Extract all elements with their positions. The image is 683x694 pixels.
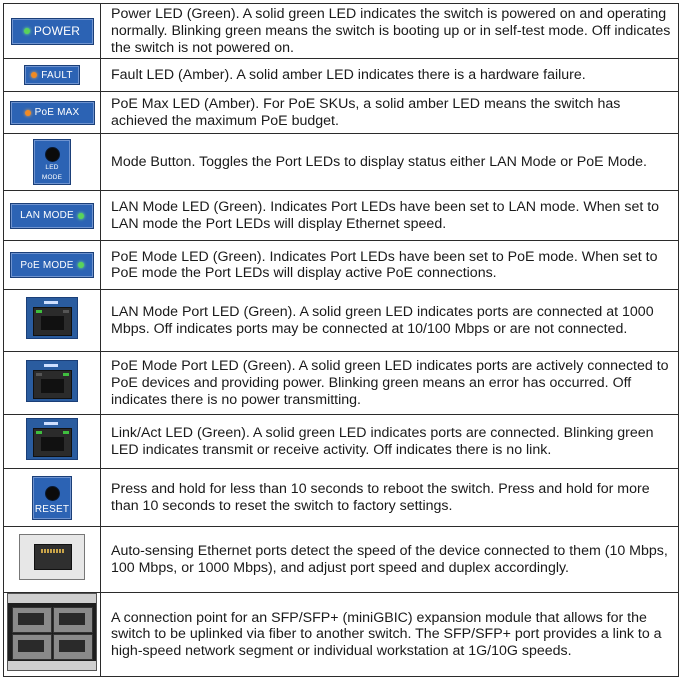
amber-led-icon <box>31 72 37 78</box>
table-row <box>4 59 679 92</box>
badge-label: RESET <box>34 503 70 515</box>
badge-label: PoE MAX <box>34 107 80 119</box>
badge-label-line1: LED <box>45 163 59 171</box>
icon-cell <box>4 92 101 134</box>
table-row <box>4 290 679 352</box>
green-led-icon <box>24 28 30 34</box>
icon-cell <box>4 469 101 527</box>
table-row <box>4 593 679 677</box>
reset-button-icon <box>46 487 59 500</box>
sfp-port-icon <box>7 593 97 671</box>
description-text: LAN Mode Port LED (Green). A solid green LED indicates ports are connected at 1000 Mbps. Off indicates ports may be connected at 10/100 Mbps or are not connected. <box>101 290 679 352</box>
description-text: LAN Mode LED (Green). Indicates Port LEDs have been set to LAN mode. When set to LAN mode the Port LEDs will display Ethernet speed. <box>101 191 679 241</box>
table-row <box>4 134 679 191</box>
description-text: Mode Button. Toggles the Port LEDs to display status either LAN Mode or PoE Mode. <box>101 134 679 191</box>
badge-label-line2: MODE <box>41 173 63 181</box>
description-text: PoE Mode Port LED (Green). A solid green LED indicates ports are actively connected to PoE devices and providing power. Blinking green means an error has occurred. Off indicates there is no power transmitting. <box>101 352 679 415</box>
icon-cell <box>4 415 101 469</box>
poe-max-led-badge <box>10 101 95 125</box>
port-led-icon <box>26 360 78 402</box>
description-text: Press and hold for less than 10 seconds to reboot the switch. Press and hold for more than 10 seconds to reset the switch to factory settings. <box>101 469 679 527</box>
badge-label: LAN MODE <box>20 210 74 222</box>
badge-label: FAULT <box>41 69 73 81</box>
badge-label: POWER <box>33 24 81 39</box>
lan-mode-led-badge <box>10 203 94 229</box>
icon-cell <box>4 290 101 352</box>
power-led-badge <box>11 18 94 45</box>
description-text: Link/Act LED (Green). A solid green LED indicates ports are connected. Blinking green LED indicates transmit or receive activity. Off indicates there is no link. <box>101 415 679 469</box>
table-row <box>4 352 679 415</box>
fault-led-badge <box>24 65 80 85</box>
icon-cell <box>4 352 101 415</box>
table-row <box>4 4 679 59</box>
table-row <box>4 527 679 593</box>
green-led-icon <box>78 213 84 219</box>
description-text: Fault LED (Amber). A solid amber LED indicates there is a hardware failure. <box>101 59 679 92</box>
table-row <box>4 191 679 241</box>
mode-button-badge <box>33 139 71 185</box>
reset-button-badge <box>32 476 72 520</box>
ethernet-port-icon <box>19 534 85 580</box>
amber-led-icon <box>25 110 31 116</box>
description-text: PoE Mode LED (Green). Indicates Port LEDs have been set to PoE mode. When set to PoE mode the Port LEDs will display active PoE connections. <box>101 241 679 290</box>
icon-cell <box>4 593 101 677</box>
description-text: PoE Max LED (Amber). For PoE SKUs, a solid amber LED means the switch has achieved the maximum PoE budget. <box>101 92 679 134</box>
green-led-icon <box>78 262 84 268</box>
description-text: A connection point for an SFP/SFP+ (miniGBIC) expansion module that allows for the switch to be uplinked via fiber to another switch. The SFP/SFP+ port provides a link to a high-speed network segment or individual workstation at 1G/10G speeds. <box>101 593 679 677</box>
icon-cell <box>4 191 101 241</box>
icon-cell <box>4 59 101 92</box>
icon-cell <box>4 527 101 593</box>
icon-cell <box>4 241 101 290</box>
description-text: Auto-sensing Ethernet ports detect the speed of the device connected to them (10 Mbps, 100 Mbps, or 1000 Mbps), and adjust port speed and duplex accordingly. <box>101 527 679 593</box>
mode-button-icon <box>46 148 59 161</box>
table-row <box>4 415 679 469</box>
icon-cell <box>4 134 101 191</box>
icon-cell <box>4 4 101 59</box>
poe-mode-led-badge <box>10 252 94 278</box>
port-led-icon <box>26 418 78 460</box>
led-description-table <box>3 3 679 677</box>
table-row <box>4 92 679 134</box>
table-row <box>4 241 679 290</box>
description-text: Power LED (Green). A solid green LED indicates the switch is powered on and operating normally. Blinking green means the switch is booting up or in self-test mode. Off indicates the switch is not powered on. <box>101 4 679 59</box>
badge-label: PoE MODE <box>20 259 74 271</box>
port-led-icon <box>26 297 78 339</box>
table-row <box>4 469 679 527</box>
